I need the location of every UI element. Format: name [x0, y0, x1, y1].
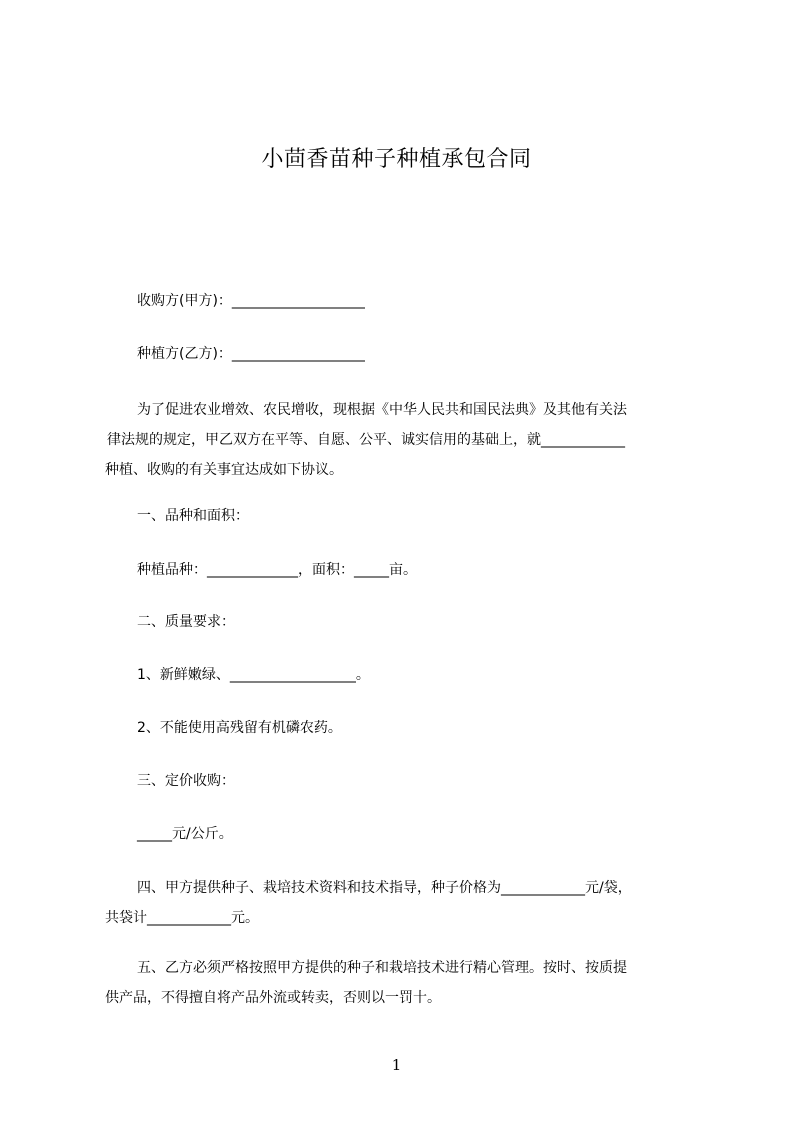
- section4-row-2: 共袋计____________元。: [105, 910, 259, 926]
- section5-row-2: 供产品，不得擅自将产品外流或转卖，否则以一罚十。: [105, 990, 441, 1006]
- section5-row-1: 五、乙方必须严格按照甲方提供的种子和栽培技术进行精心管理。按时、按质提: [137, 960, 627, 976]
- intro-row-1: 为了促进农业增效、农民增收，现根据《中华人民共和国民法典》及其他有关法: [137, 402, 627, 418]
- section1-heading: 一、品种和面积：: [137, 508, 249, 524]
- intro-row-3: 种植、收购的有关事宜达成如下协议。: [105, 462, 343, 478]
- section1-body: 种植品种：_____________，面积：_____亩。: [137, 562, 417, 578]
- buyer-party-line: 收购方(甲方)：___________________: [137, 293, 365, 309]
- intro-row-2: 律法规的规定，甲乙双方在平等、自愿、公平、诚实信用的基础上，就____________: [107, 432, 625, 448]
- section4-row-1: 四、甲方提供种子、栽培技术资料和技术指导，种子价格为____________元/袋，: [137, 880, 632, 896]
- intro-paragraph: [105, 395, 705, 485]
- section5-paragraph: [105, 953, 705, 1013]
- section2-heading: 二、质量要求：: [137, 614, 235, 630]
- section3-heading: 三、定价收购：: [137, 773, 235, 789]
- section4-paragraph: [105, 873, 705, 933]
- page-number: 1: [391, 1056, 402, 1074]
- section2-item-1: 1、新鲜嫩绿、__________________。: [137, 667, 370, 683]
- grower-party-line: 种植方(乙方)：___________________: [137, 346, 365, 362]
- section2-item-2: 2、不能使用高残留有机磷农药。: [137, 720, 342, 736]
- document-title: 小茴香苗种子种植承包合同: [261, 147, 532, 172]
- section3-body: _____元/公斤。: [137, 826, 233, 842]
